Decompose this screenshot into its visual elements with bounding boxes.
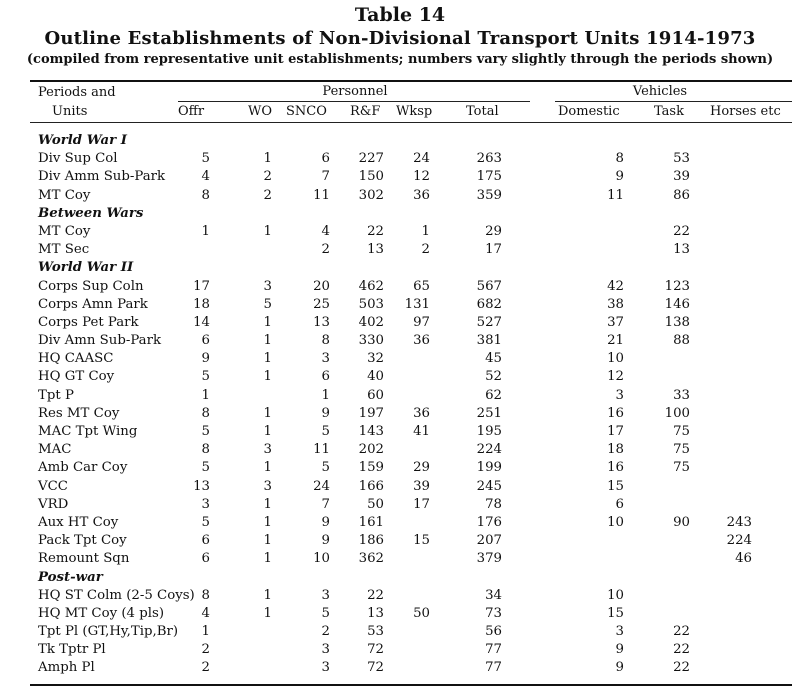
cell-offr: 3 — [201, 496, 210, 512]
cell-wksp: 39 — [413, 478, 430, 494]
cell-total: 34 — [485, 587, 502, 603]
cell-wksp: 36 — [413, 187, 430, 203]
cell-snco: 3 — [321, 642, 330, 658]
cell-domestic: 16 — [607, 460, 624, 476]
cell-rf: 402 — [358, 314, 384, 330]
table-row — [0, 550, 800, 568]
header-domestic: Domestic — [558, 104, 620, 119]
table-row — [0, 168, 800, 186]
cell-wksp: 50 — [413, 605, 430, 621]
cell-snco: 7 — [321, 496, 330, 512]
table-row — [0, 278, 800, 296]
cell-domestic: 10 — [607, 514, 624, 530]
cell-total: 175 — [476, 169, 502, 185]
cell-total: 359 — [476, 187, 502, 203]
cell-task: 90 — [673, 514, 690, 530]
cell-wksp: 131 — [404, 296, 430, 312]
cell-total: 251 — [476, 405, 502, 421]
cell-total: 73 — [485, 605, 502, 621]
unit-name: MT Coy — [38, 187, 91, 203]
cell-rf: 53 — [367, 624, 384, 640]
cell-wksp: 2 — [421, 242, 430, 258]
cell-domestic: 38 — [607, 296, 624, 312]
table-row — [0, 387, 800, 405]
cell-wo: 1 — [263, 405, 272, 421]
cell-rf: 32 — [367, 351, 384, 367]
cell-rf: 161 — [358, 514, 384, 530]
cell-rf: 197 — [358, 405, 384, 421]
cell-offr: 6 — [201, 551, 210, 567]
table-row — [0, 350, 800, 368]
header-personnel: Personnel — [322, 84, 388, 99]
table-row — [0, 296, 800, 314]
cell-total: 245 — [476, 478, 502, 494]
table-row — [0, 587, 800, 605]
table-body — [0, 132, 800, 678]
cell-snco: 4 — [321, 223, 330, 239]
cell-wo: 1 — [263, 605, 272, 621]
cell-snco: 8 — [321, 333, 330, 349]
personnel-rule — [178, 101, 530, 102]
cell-rf: 13 — [367, 242, 384, 258]
cell-rf: 40 — [367, 369, 384, 385]
section-heading: Post-war — [38, 569, 103, 585]
cell-domestic: 9 — [615, 169, 624, 185]
cell-wksp: 24 — [413, 151, 430, 167]
cell-wksp: 17 — [413, 496, 430, 512]
cell-wksp: 36 — [413, 405, 430, 421]
unit-name: HQ GT Coy — [38, 369, 115, 385]
cell-total: 263 — [476, 151, 502, 167]
cell-wksp: 1 — [421, 223, 430, 239]
cell-wksp: 12 — [413, 169, 430, 185]
cell-snco: 5 — [321, 424, 330, 439]
table-row — [0, 187, 800, 205]
cell-task: 22 — [673, 624, 690, 640]
cell-total: 682 — [476, 296, 502, 312]
cell-task: 53 — [673, 151, 690, 167]
cell-wo: 1 — [263, 460, 272, 476]
unit-name: VCC — [38, 478, 68, 494]
cell-snco: 9 — [321, 405, 330, 421]
unit-name: MAC Tpt Wing — [38, 424, 138, 439]
table-row — [0, 223, 800, 241]
cell-offr: 5 — [201, 424, 210, 439]
cell-domestic: 10 — [607, 587, 624, 603]
table-row — [0, 496, 800, 514]
cell-wo: 3 — [263, 278, 272, 294]
unit-name: Aux HT Coy — [38, 514, 119, 530]
cell-snco: 5 — [321, 605, 330, 621]
cell-wo: 1 — [263, 151, 272, 167]
cell-offr: 14 — [193, 314, 210, 330]
cell-snco: 6 — [321, 151, 330, 167]
unit-name: Corps Sup Coln — [38, 278, 144, 294]
cell-wo: 1 — [263, 496, 272, 512]
cell-task: 22 — [673, 642, 690, 658]
table-row — [0, 605, 800, 623]
cell-snco: 11 — [313, 187, 330, 203]
cell-horses: 224 — [726, 533, 752, 549]
cell-wo: 1 — [263, 587, 272, 603]
cell-snco: 9 — [321, 514, 330, 530]
cell-offr: 8 — [201, 405, 210, 421]
header-total: Total — [466, 104, 499, 119]
table-row — [0, 478, 800, 496]
cell-rf: 22 — [367, 587, 384, 603]
cell-total: 381 — [476, 333, 502, 349]
cell-task: 138 — [664, 314, 690, 330]
cell-domestic: 9 — [615, 642, 624, 658]
header-wo: WO — [248, 104, 273, 119]
cell-wksp: 15 — [413, 533, 430, 549]
cell-wksp: 29 — [413, 460, 430, 476]
cell-wo: 1 — [263, 314, 272, 330]
cell-total: 224 — [476, 442, 502, 458]
cell-offr: 2 — [201, 642, 210, 658]
table-row — [0, 150, 800, 168]
cell-snco: 2 — [321, 624, 330, 640]
cell-rf: 462 — [358, 278, 384, 294]
cell-offr: 1 — [201, 624, 210, 640]
unit-name: HQ ST Colm (2-5 Coys) — [38, 587, 195, 603]
cell-task: 39 — [673, 169, 690, 185]
table-note: (compiled from representative unit establishments; numbers vary slightly through the periods shown) — [26, 52, 774, 67]
cell-wo: 3 — [263, 442, 272, 458]
cell-rf: 60 — [367, 387, 384, 403]
table-row — [0, 241, 800, 259]
cell-snco: 25 — [313, 296, 330, 312]
cell-wo: 1 — [263, 223, 272, 239]
unit-name: Tk Tptr Pl — [38, 642, 106, 658]
cell-snco: 3 — [321, 351, 330, 367]
cell-domestic: 37 — [607, 314, 624, 330]
cell-offr: 18 — [193, 296, 210, 312]
cell-domestic: 12 — [607, 369, 624, 385]
cell-offr: 5 — [201, 514, 210, 530]
cell-total: 379 — [476, 551, 502, 567]
cell-rf: 159 — [358, 460, 384, 476]
unit-name: Div Amm Sub-Park — [38, 169, 166, 185]
cell-snco: 10 — [313, 551, 330, 567]
cell-domestic: 15 — [607, 478, 624, 494]
cell-offr: 2 — [201, 660, 210, 676]
cell-domestic: 16 — [607, 405, 624, 421]
unit-name: Amb Car Coy — [38, 460, 128, 476]
cell-rf: 22 — [367, 223, 384, 239]
cell-wksp: 65 — [413, 278, 430, 294]
cell-offr: 5 — [201, 369, 210, 385]
cell-total: 45 — [485, 351, 502, 367]
unit-name: Pack Tpt Coy — [38, 533, 127, 549]
section-heading: World War I — [38, 133, 127, 148]
table-row — [0, 314, 800, 332]
cell-offr: 4 — [201, 169, 210, 185]
cell-task: 22 — [673, 223, 690, 239]
unit-name: MAC — [38, 442, 72, 458]
cell-offr: 6 — [201, 333, 210, 349]
section-heading: Between Wars — [38, 205, 144, 221]
cell-total: 527 — [476, 314, 502, 330]
cell-domestic: 6 — [615, 496, 624, 512]
cell-domestic: 9 — [615, 660, 624, 676]
cell-task: 75 — [673, 442, 690, 458]
header-periods-line2: Units — [52, 104, 88, 119]
cell-domestic: 15 — [607, 605, 624, 621]
top-rule — [30, 80, 792, 82]
cell-task: 100 — [664, 405, 690, 421]
cell-task: 13 — [673, 242, 690, 258]
cell-task: 22 — [673, 660, 690, 676]
cell-rf: 72 — [367, 642, 384, 658]
cell-offr: 13 — [193, 478, 210, 494]
cell-total: 567 — [476, 278, 502, 294]
unit-name: Res MT Coy — [38, 405, 120, 421]
vehicles-rule — [555, 101, 792, 102]
unit-name: VRD — [38, 496, 69, 512]
cell-total: 207 — [476, 533, 502, 549]
cell-rf: 202 — [358, 442, 384, 458]
cell-snco: 11 — [313, 442, 330, 458]
section-heading: World War II — [38, 260, 134, 276]
cell-offr: 5 — [201, 151, 210, 167]
cell-offr: 6 — [201, 533, 210, 549]
cell-snco: 20 — [313, 278, 330, 294]
cell-total: 78 — [485, 496, 502, 512]
cell-snco: 13 — [313, 314, 330, 330]
cell-offr: 8 — [201, 187, 210, 203]
cell-total: 176 — [476, 514, 502, 530]
cell-snco: 7 — [321, 169, 330, 185]
header-rule — [30, 122, 792, 123]
cell-snco: 1 — [321, 387, 330, 403]
cell-wo: 1 — [263, 533, 272, 549]
cell-offr: 17 — [193, 278, 210, 294]
cell-rf: 302 — [358, 187, 384, 203]
cell-snco: 2 — [321, 242, 330, 258]
cell-rf: 362 — [358, 551, 384, 567]
cell-domestic: 21 — [607, 333, 624, 349]
unit-name: MT Coy — [38, 223, 91, 239]
cell-task: 146 — [664, 296, 690, 312]
header-rf: R&F — [350, 104, 381, 119]
cell-wo: 1 — [263, 551, 272, 567]
unit-name: HQ MT Coy (4 pls) — [38, 605, 165, 621]
header-wksp: Wksp — [396, 104, 433, 119]
unit-name: Div Amn Sub-Park — [38, 333, 162, 349]
cell-task: 86 — [673, 187, 690, 203]
cell-task: 75 — [673, 424, 690, 439]
cell-total: 17 — [485, 242, 502, 258]
unit-name: Div Sup Col — [38, 151, 118, 167]
cell-wo: 1 — [263, 333, 272, 349]
cell-wo: 3 — [263, 478, 272, 494]
cell-rf: 503 — [358, 296, 384, 312]
cell-wo: 1 — [263, 424, 272, 439]
cell-wo: 1 — [263, 514, 272, 530]
section-heading-row — [0, 205, 800, 223]
cell-rf: 330 — [358, 333, 384, 349]
table-row — [0, 423, 800, 441]
unit-name: Remount Sqn — [38, 551, 130, 567]
cell-rf: 72 — [367, 660, 384, 676]
unit-name: Tpt Pl (GT,Hy,Tip,Br) — [38, 624, 179, 640]
cell-domestic: 3 — [615, 387, 624, 403]
cell-horses: 243 — [726, 514, 752, 530]
cell-total: 77 — [485, 642, 502, 658]
cell-rf: 227 — [358, 151, 384, 167]
table-row — [0, 623, 800, 641]
cell-wksp: 36 — [413, 333, 430, 349]
cell-task: 75 — [673, 460, 690, 476]
section-heading-row — [0, 259, 800, 277]
cell-domestic: 18 — [607, 442, 624, 458]
cell-wo: 2 — [263, 187, 272, 203]
cell-snco: 3 — [321, 660, 330, 676]
cell-wksp: 41 — [413, 424, 430, 439]
cell-task: 123 — [664, 278, 690, 294]
cell-domestic: 10 — [607, 351, 624, 367]
header-vehicles: Vehicles — [632, 84, 688, 99]
cell-rf: 166 — [358, 478, 384, 494]
cell-domestic: 3 — [615, 624, 624, 640]
cell-wo: 1 — [263, 351, 272, 367]
table-row — [0, 459, 800, 477]
cell-rf: 13 — [367, 605, 384, 621]
cell-offr: 8 — [201, 587, 210, 603]
table-row — [0, 441, 800, 459]
section-heading-row — [0, 569, 800, 587]
table-title: Table 14 — [354, 4, 446, 26]
cell-offr: 1 — [201, 223, 210, 239]
section-heading-row — [0, 132, 800, 150]
cell-task: 88 — [673, 333, 690, 349]
table-row — [0, 641, 800, 659]
cell-wo: 5 — [263, 296, 272, 312]
header-snco: SNCO — [286, 104, 327, 119]
cell-offr: 1 — [201, 387, 210, 403]
cell-domestic: 42 — [607, 278, 624, 294]
table-row — [0, 405, 800, 423]
unit-name: Corps Amn Park — [38, 296, 148, 312]
unit-name: Corps Pet Park — [38, 314, 139, 330]
cell-rf: 186 — [358, 533, 384, 549]
table-row — [0, 659, 800, 677]
cell-total: 199 — [476, 460, 502, 476]
cell-wo: 2 — [263, 169, 272, 185]
cell-offr: 9 — [201, 351, 210, 367]
cell-offr: 5 — [201, 460, 210, 476]
table-row — [0, 514, 800, 532]
cell-total: 195 — [476, 424, 502, 439]
unit-name: Tpt P — [38, 387, 74, 403]
cell-wksp: 97 — [413, 314, 430, 330]
unit-name: Amph Pl — [38, 660, 95, 676]
cell-snco: 24 — [313, 478, 330, 494]
cell-wo: 1 — [263, 369, 272, 385]
cell-snco: 5 — [321, 460, 330, 476]
table-subtitle: Outline Establishments of Non-Divisional Transport Units 1914-1973 — [44, 28, 756, 49]
cell-total: 62 — [485, 387, 502, 403]
cell-offr: 8 — [201, 442, 210, 458]
cell-total: 29 — [485, 223, 502, 239]
cell-offr: 4 — [201, 605, 210, 621]
cell-task: 33 — [673, 387, 690, 403]
table-row — [0, 368, 800, 386]
cell-total: 52 — [485, 369, 502, 385]
header-periods-line1: Periods and — [38, 85, 116, 100]
unit-name: HQ CAASC — [38, 351, 114, 367]
cell-rf: 150 — [358, 169, 384, 185]
bottom-rule — [30, 684, 792, 686]
cell-horses: 46 — [735, 551, 752, 567]
cell-domestic: 11 — [607, 187, 624, 203]
cell-total: 56 — [485, 624, 502, 640]
header-horses: Horses etc — [710, 104, 781, 119]
cell-domestic: 8 — [615, 151, 624, 167]
cell-rf: 143 — [358, 424, 384, 439]
unit-name: MT Sec — [38, 242, 90, 258]
cell-snco: 3 — [321, 587, 330, 603]
cell-rf: 50 — [367, 496, 384, 512]
table-row — [0, 532, 800, 550]
header-task: Task — [654, 104, 684, 119]
cell-total: 77 — [485, 660, 502, 676]
header-offr: Offr — [178, 104, 205, 119]
table-row — [0, 332, 800, 350]
cell-domestic: 17 — [607, 424, 624, 439]
cell-snco: 6 — [321, 369, 330, 385]
cell-snco: 9 — [321, 533, 330, 549]
